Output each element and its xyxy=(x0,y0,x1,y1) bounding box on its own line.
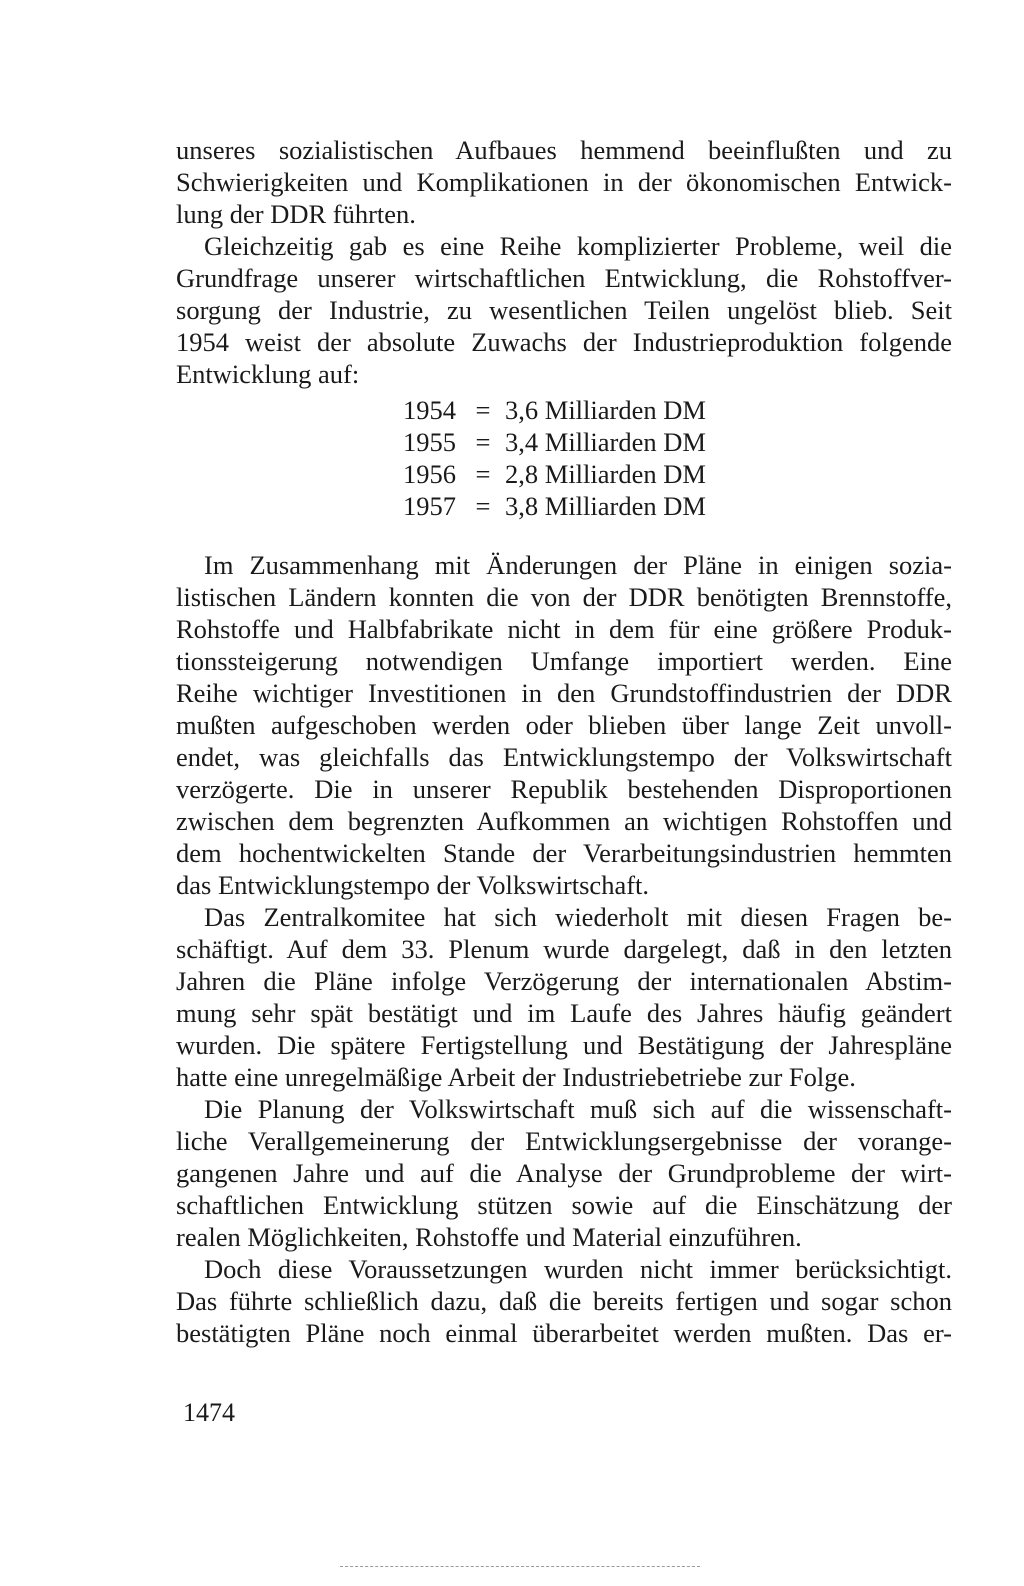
text-line: listischen Ländern konnten die von der DDR benötigten Brennstoffe, xyxy=(176,582,952,612)
text-line: wurden. Die spätere Fertigstellung und Bestätigung der Jahrespläne xyxy=(176,1030,952,1060)
text-line: Gleichzeitig gab es eine Reihe komplizierter Probleme, weil die xyxy=(204,231,952,261)
figure-equals: = xyxy=(475,491,491,521)
figure-equals: = xyxy=(475,395,491,425)
figure-year: 1956 xyxy=(403,459,456,489)
text-line: gangenen Jahre und auf die Analyse der Grundprobleme der wirt- xyxy=(176,1158,952,1188)
text-line: liche Verallgemeinerung der Entwicklungsergebnisse der vorange- xyxy=(176,1126,952,1156)
text-line: dem hochentwickelten Stande der Verarbeitungsindustrien hemmten xyxy=(176,838,952,868)
text-line: Das führte schließlich dazu, daß die bereits fertigen und sogar schon xyxy=(176,1286,952,1316)
text-line: verzögerte. Die in unserer Republik bestehenden Disproportionen xyxy=(176,774,952,804)
text-line: 1954 weist der absolute Zuwachs der Industrieproduktion folgende xyxy=(176,327,952,357)
scan-edge-divider xyxy=(340,1566,700,1569)
figure-value: 3,6 Milliarden DM xyxy=(505,395,706,425)
text-line: zwischen dem begrenzten Aufkommen an wichtigen Rohstoffen und xyxy=(176,806,952,836)
text-line: Reihe wichtiger Investitionen in den Grundstoffindustrien der DDR xyxy=(176,678,952,708)
text-line: Doch diese Voraussetzungen wurden nicht immer berücksichtigt. xyxy=(204,1254,952,1284)
figure-value: 2,8 Milliarden DM xyxy=(505,459,706,489)
paragraph xyxy=(176,134,952,230)
paragraph xyxy=(176,230,952,390)
page-number: 1474 xyxy=(183,1398,235,1427)
production-figures-list xyxy=(403,394,706,522)
figure-row xyxy=(403,394,706,426)
figure-row xyxy=(403,458,706,490)
paragraph xyxy=(176,1253,952,1349)
text-line: lung der DDR führten. xyxy=(176,199,416,229)
text-line: endet, was gleichfalls das Entwicklungstempo der Volkswirtschaft xyxy=(176,742,952,772)
text-line: Entwicklung auf: xyxy=(176,359,360,389)
text-line: schäftigt. Auf dem 33. Plenum wurde dargelegt, daß in den letzten xyxy=(176,934,952,964)
text-line: Die Planung der Volkswirtschaft muß sich auf die wissenschaft- xyxy=(204,1094,952,1124)
figure-year: 1955 xyxy=(403,427,456,457)
text-line: Das Zentralkomitee hat sich wiederholt mit diesen Fragen be- xyxy=(204,902,952,932)
text-line: unseres sozialistischen Aufbaues hemmend beeinflußten und zu xyxy=(176,135,952,165)
figure-row xyxy=(403,490,706,522)
text-line: Grundfrage unserer wirtschaftlichen Entwicklung, die Rohstoffver- xyxy=(176,263,952,293)
text-block-top xyxy=(176,134,952,390)
paragraph xyxy=(176,1093,952,1253)
paragraph xyxy=(176,549,952,901)
figure-year: 1954 xyxy=(403,395,456,425)
figure-equals: = xyxy=(475,459,491,489)
text-line: tionssteigerung notwendigen Umfange importiert werden. Eine xyxy=(176,646,952,676)
text-line: Im Zusammenhang mit Änderungen der Pläne in einigen sozia- xyxy=(204,550,952,580)
text-line: mung sehr spät bestätigt und im Laufe des Jahres häufig geändert xyxy=(176,998,952,1028)
text-line: sorgung der Industrie, zu wesentlichen Teilen ungelöst blieb. Seit xyxy=(176,295,952,325)
text-line: hatte eine unregelmäßige Arbeit der Industriebetriebe zur Folge. xyxy=(176,1062,856,1092)
text-line: Rohstoffe und Halbfabrikate nicht in dem für eine größere Produk- xyxy=(176,614,952,644)
text-line: Schwierigkeiten und Komplikationen in der ökonomischen Entwick- xyxy=(176,167,952,197)
figure-year: 1957 xyxy=(403,491,456,521)
text-line: Jahren die Pläne infolge Verzögerung der internationalen Abstim- xyxy=(176,966,952,996)
paragraph xyxy=(176,901,952,1093)
figure-value: 3,8 Milliarden DM xyxy=(505,491,706,521)
figure-row xyxy=(403,426,706,458)
text-line: realen Möglichkeiten, Rohstoffe und Material einzuführen. xyxy=(176,1222,802,1252)
text-line: schaftlichen Entwicklung stützen sowie auf die Einschätzung der xyxy=(176,1190,952,1220)
text-line: bestätigten Pläne noch einmal überarbeitet werden mußten. Das er- xyxy=(176,1318,952,1348)
figure-equals: = xyxy=(475,427,491,457)
text-line: das Entwicklungstempo der Volkswirtschaft. xyxy=(176,870,650,900)
text-block-bottom xyxy=(176,549,952,1349)
figure-value: 3,4 Milliarden DM xyxy=(505,427,706,457)
text-line: mußten aufgeschoben werden oder blieben über lange Zeit unvoll- xyxy=(176,710,952,740)
